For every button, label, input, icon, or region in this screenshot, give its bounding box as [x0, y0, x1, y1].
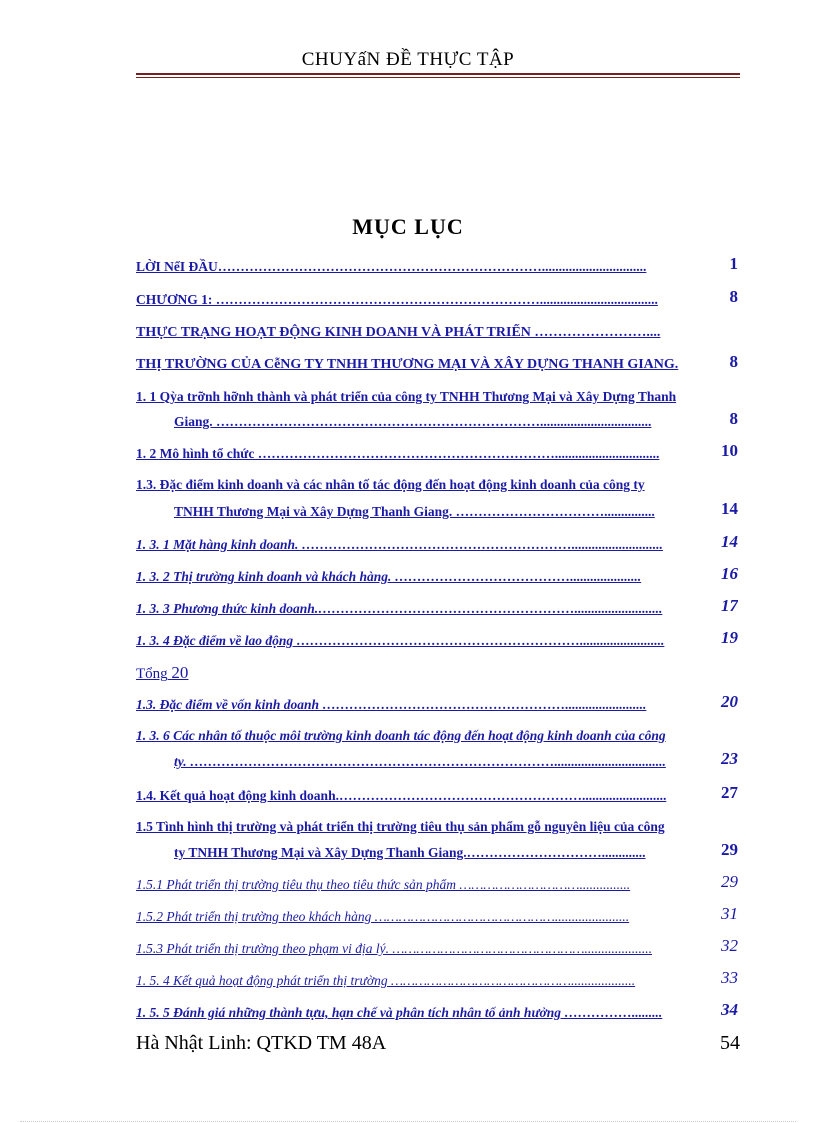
toc-entry[interactable]: 1.4. Kết quả hoạt động kinh doanh.………………………………………………......................... 27: [136, 787, 738, 805]
toc-entry[interactable]: 1. 3. 6 Các nhân tố thuộc môi trường kinh doanh tác động đến hoạt động kinh doanh của công: [136, 728, 666, 743]
toc-entry[interactable]: CHƯƠNG 1: ………………………………………………………………................................... 8: [136, 291, 738, 309]
header-rule: [136, 73, 740, 75]
toc-entry[interactable]: Tổng 20: [136, 664, 189, 682]
toc-entry[interactable]: TNHH Thương Mại và Xây Dựng Thanh Giang. ……………………………............... 14: [136, 503, 738, 521]
toc-entry[interactable]: 1. 1 Qỳa trỡnh hỡnh thành và phát triển của công ty TNHH Thương Mại và Xây Dựng Thanh: [136, 389, 677, 404]
toc-entry[interactable]: ty TNHH Thương Mại và Xây Dựng Thanh Giang.…………………………............. 29: [136, 844, 738, 862]
toc-entry[interactable]: 1.5.2 Phát triển thị trường theo khách hàng ………………………………………...................... 31: [136, 908, 738, 926]
toc-entry[interactable]: 1. 3. 2 Thị trường kinh doanh và khách hàng. …………………………………..................... 16: [136, 568, 738, 586]
toc-entry[interactable]: 1. 5. 4 Kết quả hoạt động phát triển thị trường ………………………………………................... 33: [136, 972, 738, 990]
toc-entry[interactable]: 1.5.1 Phát triển thị trường tiêu thụ theo tiêu thức sản phẩm …………………………............... 29: [136, 876, 738, 894]
toc-entry[interactable]: 1. 3. 3 Phương thức kinh doanh.………………………………………………….......................... 17: [136, 600, 738, 618]
toc-entry[interactable]: 1.3. Đặc điểm kinh doanh và các nhân tố tác động đến hoạt động kinh doanh của công ty: [136, 477, 645, 492]
toc-entry[interactable]: 1. 2 Mô hình tổ chức …………………………………………………………............................... 10: [136, 445, 738, 463]
toc-entry[interactable]: 1.5.3 Phát triển thị trường theo phạm vi địa lý. ………………………………………….................... 32: [136, 940, 738, 958]
toc-title: MỤC LỤC: [352, 214, 464, 239]
page-bottom-divider: [20, 1121, 796, 1122]
toc-entry[interactable]: Giang. ………………………………………………………………................................. 8: [136, 413, 738, 431]
header-title: CHUYấN ĐỀ THỰC TẬP: [301, 49, 515, 70]
header-rule-thin: [136, 77, 740, 78]
toc-entry[interactable]: 1.5 Tình hình thị trường và phát triển thị trường tiêu thụ sản phẩm gỗ nguyên liệu của công: [136, 819, 665, 834]
toc-entry[interactable]: THỊ TRƯỜNG CỦA CễNG TY TNHH THƯƠNG MẠI VÀ XÂY DỰNG THANH GIANG. 8: [136, 356, 738, 374]
toc-entry[interactable]: ty. ………………………………………………………………………................................. 23: [136, 753, 738, 771]
toc-entry[interactable]: LỜI NểI ĐẦU………………………………………………………………............................... 1: [136, 258, 738, 276]
footer-author: Hà Nhật Linh: QTKD TM 48A: [136, 1032, 387, 1054]
toc-entry[interactable]: 1. 3. 1 Mặt hàng kinh doanh. ……………………………………………………........................... 14: [136, 536, 738, 554]
toc-entry[interactable]: 1. 3. 4 Đặc điểm về lao động ………………………………………………………......................... 19: [136, 632, 738, 650]
toc-entry[interactable]: 1. 5. 5 Đánh giá những thành tựu, hạn chế và phân tích nhân tố ảnh hưởng ……………......... 34: [136, 1004, 738, 1022]
toc-entry[interactable]: 1.3. Đặc điểm về vốn kinh doanh ………………………………………………........................ 20: [136, 696, 738, 714]
toc-entry[interactable]: THỰC TRẠNG HOẠT ĐỘNG KINH DOANH VÀ PHÁT TRIỂN ……………………....: [136, 325, 661, 340]
footer-page-number: 54: [720, 1032, 740, 1054]
